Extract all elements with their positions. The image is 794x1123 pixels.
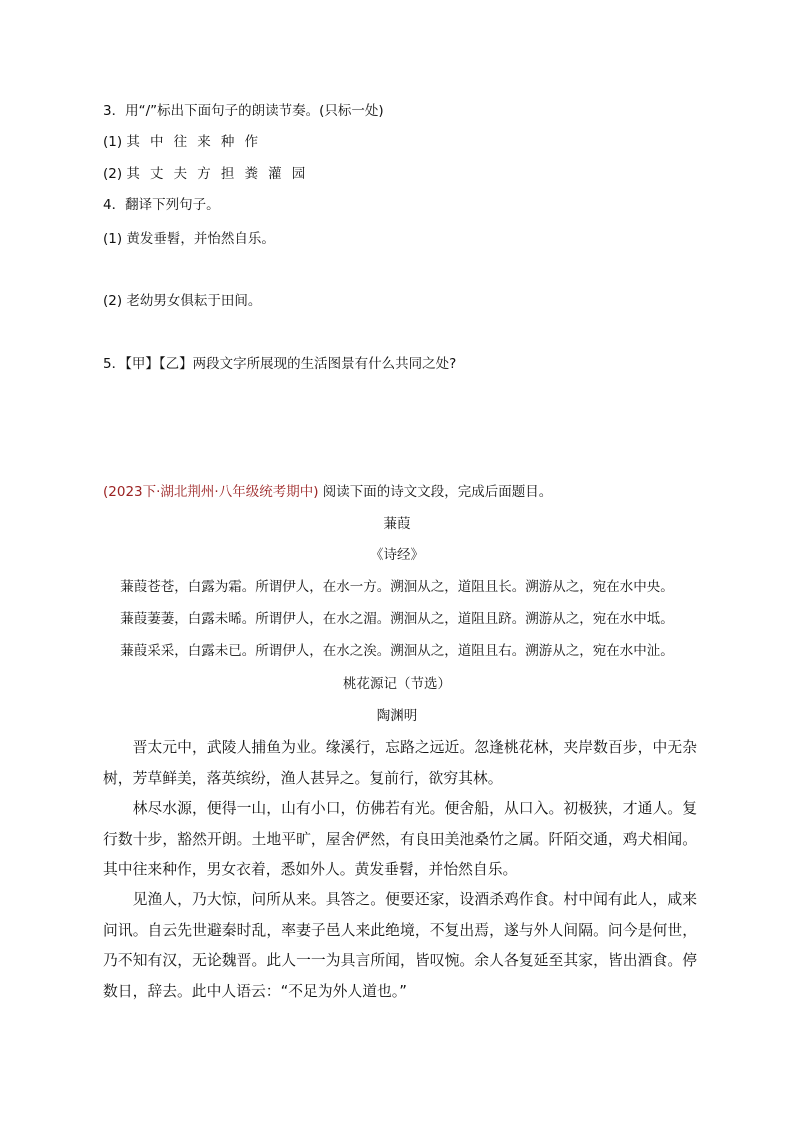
poem-line: 蒹葭萋萋，白露未晞。所谓伊人，在水之湄。溯洄从之，道阻且跻。溯游从之，宛在水中坻。 — [120, 611, 674, 627]
question-4-item-1: (1) 黄发垂髫，并怡然自乐。 — [103, 231, 275, 247]
item-text: 其丈夫方担粪灌园 — [126, 166, 316, 182]
passage-instruction: 阅读下面的诗文文段，完成后面题目。 — [322, 484, 553, 500]
question-3-item-2 — [103, 165, 315, 183]
prose-title: 桃花源记（节选） — [343, 676, 451, 692]
prose-paragraph: 晋太元中，武陵人捕鱼为业。缘溪行，忘路之远近。忽逢桃花林，夹岸数百步，中无杂树，芳草鲜美，落英缤纷，渔人甚异之。复前行，欲穷其林。 — [103, 739, 697, 787]
item-number: (1) — [103, 134, 123, 150]
question-4-stem: 4．翻译下列句子。 — [103, 197, 220, 213]
poem-line: 蒹葭苍苍，白露为霜。所谓伊人，在水一方。溯洄从之，道阻且长。溯游从之，宛在水中央。 — [120, 579, 674, 595]
prose-paragraph: 见渔人，乃大惊，问所从来。具答之。便要还家，设酒杀鸡作食。村中闻有此人，咸来问讯。自云先世避秦时乱，率妻子邑人来此绝境，不复出焉，遂与外人间隔。问今是何世，乃不知有汉，无论魏晋。此人一一为具言所闻，皆叹惋。余人各复延至其家，皆出酒食。停数日，辞去。此中人语云：“不足为外人道也。” — [103, 891, 697, 1000]
passage-intro — [103, 483, 552, 501]
source-tag: (2023下·湖北荆州·八年级统考期中) — [103, 484, 319, 500]
question-3-stem: 3．用“/”标出下面句子的朗读节奏。(只标一处) — [103, 103, 384, 119]
poem-author: 《诗经》 — [370, 547, 424, 563]
item-text: 其中往来种作 — [126, 134, 269, 150]
item-number: (2) — [103, 166, 123, 182]
question-5-stem: 5．【甲】【乙】两段文字所展现的生活图景有什么共同之处? — [103, 356, 457, 372]
poem-line: 蒹葭采采，白露未已。所谓伊人，在水之涘。溯洄从之，道阻且右。溯游从之，宛在水中沚。 — [120, 643, 674, 659]
prose-paragraph: 林尽水源，便得一山，山有小口，仿佛若有光。便舍船，从口入。初极狭，才通人。复行数十步，豁然开朗。土地平旷，屋舍俨然，有良田美池桑竹之属。阡陌交通，鸡犬相闻。其中往来种作，男女衣着，悉如外人。黄发垂髫，并怡然自乐。 — [103, 800, 697, 878]
question-3-item-1 — [103, 133, 268, 151]
question-4-item-2: (2) 老幼男女俱耘于田间。 — [103, 293, 262, 309]
poem-title: 蒹葭 — [383, 516, 411, 532]
prose-author: 陶渊明 — [376, 708, 418, 724]
